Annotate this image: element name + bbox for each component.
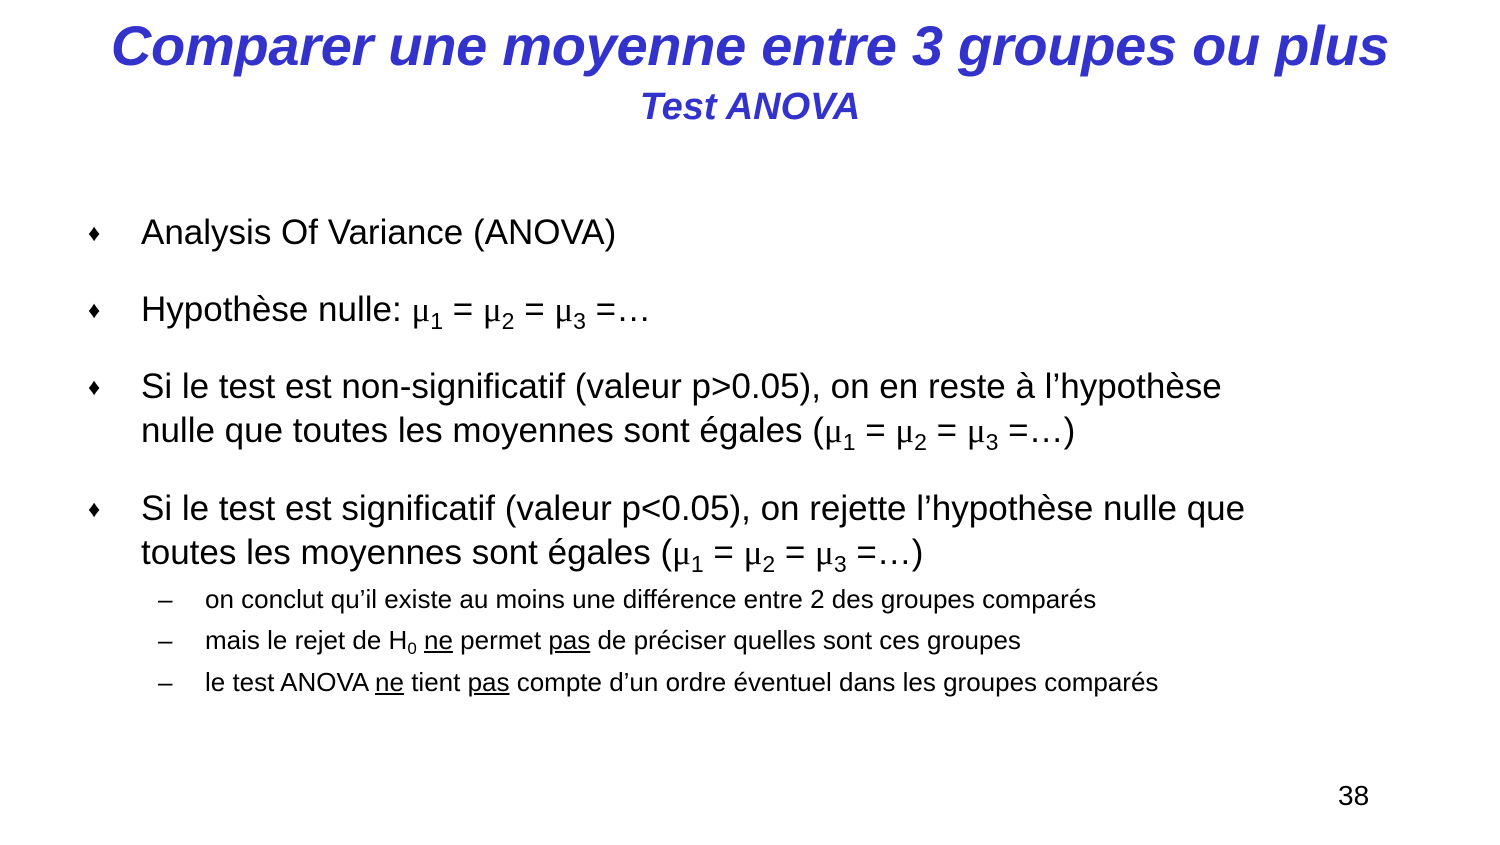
bullet-text: Hypothèse nulle: $\mu_1 = \mu_2 = \mu_3$ =… xyxy=(141,290,652,334)
sub-item-no-order: – le test ANOVA ne tient pas compte d’un ordre éventuel dans les groupes comparés xyxy=(158,667,1159,697)
bullet-significant xyxy=(88,487,1388,575)
dash-bullet-icon: – xyxy=(158,584,173,614)
bullet-text: Si le test est significatif (valeur p<0.05), on rejette l’hypothèse nulle que toutes les moyennes sont égales ($\mu_1 = \mu_2 = \mu_3$ =…) xyxy=(141,489,1246,577)
bullet-null-hypothesis xyxy=(88,288,1388,332)
bullet-non-significant xyxy=(88,365,1388,453)
sub-item-rejection-h0: – mais le rejet de $H_0$ ne permet pas de préciser quelles sont ces groupes xyxy=(158,625,1021,658)
diamond-bullet-icon: ♦ xyxy=(88,374,101,401)
dash-bullet-icon: – xyxy=(158,667,173,697)
bullet-text: Analysis Of Variance (ANOVA) xyxy=(141,213,617,252)
sub-item-conclusion: – on conclut qu’il existe au moins une différence entre 2 des groupes comparés xyxy=(158,584,1097,614)
slide-title: Comparer une moyenne entre 3 groupes ou plus xyxy=(110,14,1390,77)
diamond-bullet-icon: ♦ xyxy=(88,220,101,247)
bullet-anova-definition xyxy=(88,211,1388,255)
dash-bullet-icon: – xyxy=(158,625,173,655)
slide-subtitle: Test ANOVA xyxy=(639,86,861,128)
diamond-bullet-icon: ♦ xyxy=(88,297,101,324)
diamond-bullet-icon: ♦ xyxy=(88,496,101,523)
bullet-text: Si le test est non-significatif (valeur p>0.05), on en reste à l’hypothèse nulle que toutes les moyennes sont égales ($\mu_1 = \mu_2 = \mu_3$ =…) xyxy=(141,367,1222,455)
page-number: 38 xyxy=(1338,780,1370,811)
